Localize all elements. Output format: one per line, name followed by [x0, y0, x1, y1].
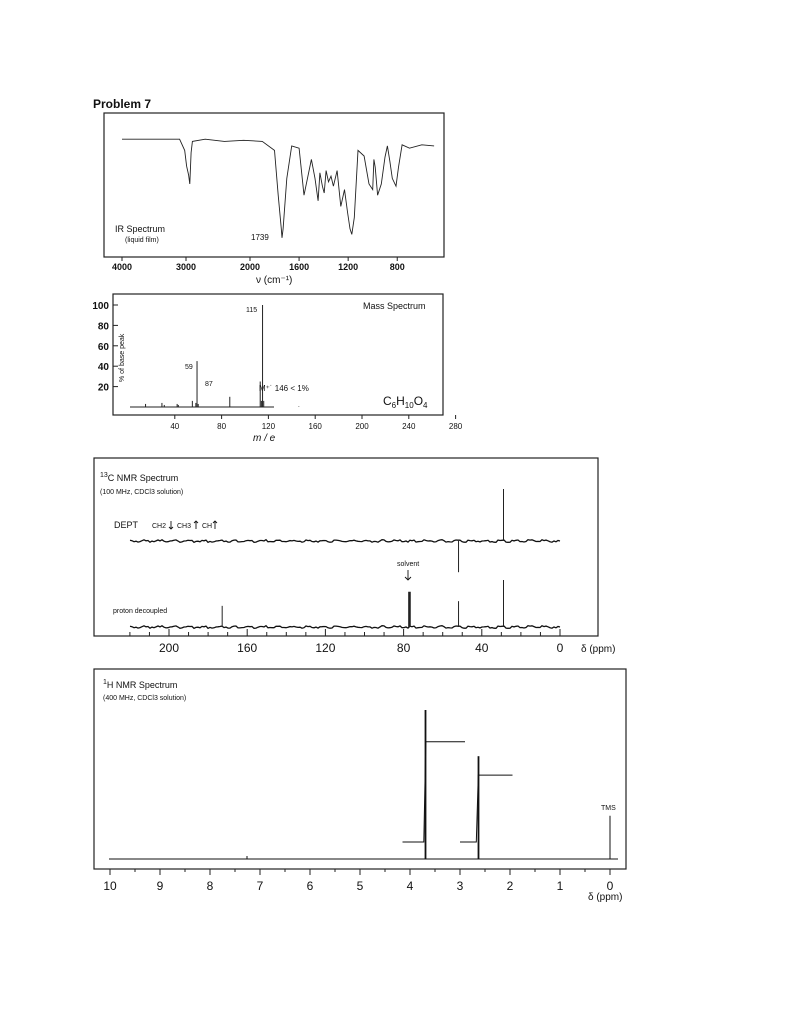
dept-up-arrow-icon [194, 521, 198, 529]
h1-x-tick-label: 8 [206, 879, 214, 893]
h1-x-ticks [103, 869, 613, 893]
dept-label: DEPT [114, 520, 139, 530]
c13-x-ticks [130, 629, 564, 655]
ir-x-tick-label: 1600 [289, 262, 310, 272]
h1-x-tick-label: 10 [103, 879, 117, 893]
solvent-label: solvent [397, 561, 420, 568]
ir-x-tick-label: 4000 [111, 262, 133, 272]
ms-x-tick-label: 200 [355, 422, 369, 431]
ir-x-tick-label: 800 [389, 262, 405, 272]
ms-x-tick-label: 160 [308, 422, 322, 431]
c13-x-label: δ (ppm) [581, 644, 616, 655]
decoupled-label: proton decoupled [113, 608, 168, 615]
dept-down-arrow-icon [169, 521, 173, 529]
ms-y-tick-label: 60 [97, 341, 109, 353]
ms-molecular-ion-label: M⁺˙ 146 < 1% [259, 384, 309, 393]
ms-peak-label-59: 59 [185, 364, 193, 371]
ir-x-tick-label: 2000 [239, 262, 261, 272]
ir-x-ticks [112, 257, 405, 272]
h1-integral-trace [460, 775, 513, 842]
tms-label: TMS [601, 805, 616, 812]
c13-subtitle: (100 MHz, CDCl3 solution) [100, 489, 184, 496]
h1-nmr-panel [94, 669, 626, 903]
ir-title: IR Spectrum [115, 224, 166, 234]
ir-spectrum-line [122, 139, 434, 238]
ms-y-tick-label: 100 [92, 301, 109, 312]
dept-ch3-label: CH3 [177, 523, 192, 530]
ir-x-label: ν (cm⁻¹) [256, 275, 293, 286]
h1-integral-trace [403, 742, 466, 842]
ms-title: Mass Spectrum [363, 301, 426, 311]
h1-x-tick-label: 0 [606, 879, 614, 893]
c13-frame [94, 458, 598, 636]
h1-peaks [247, 710, 610, 859]
h1-integrals [403, 742, 513, 842]
h1-title: $^1$H NMR Spectrum [103, 679, 178, 690]
ms-y-tick-label: 40 [97, 362, 109, 374]
c13-title: $^{13}$C NMR Spectrum [100, 472, 179, 483]
c13-x-tick-label: 160 [237, 641, 258, 655]
ms-y-tick-label: 80 [97, 321, 109, 333]
c13-x-tick-label: 80 [396, 641, 411, 655]
decoupled-baseline [130, 626, 560, 629]
h1-x-tick-label: 5 [356, 879, 364, 893]
decoupled-peaks [222, 580, 503, 627]
dept-ch2-label: CH2 [152, 523, 167, 530]
ir-x-tick-label: 1200 [338, 262, 359, 272]
ir-spectrum-panel [104, 113, 444, 286]
c13-x-tick-label: 200 [158, 641, 180, 655]
h1-x-tick-label: 6 [306, 879, 314, 893]
ms-y-tick-label: 20 [97, 382, 109, 394]
ms-x-ticks [170, 415, 462, 431]
ms-peak-label-115: 115 [246, 307, 258, 314]
h1-x-tick-label: 1 [556, 879, 564, 893]
ms-peak-label-87: 87 [205, 381, 213, 388]
dept-ch-label: CH [202, 523, 213, 530]
problem-title: Problem 7 [93, 97, 152, 111]
ir-subtitle: (liquid film) [125, 237, 159, 244]
h1-x-label: δ (ppm) [588, 892, 623, 903]
h1-x-tick-label: 4 [406, 879, 414, 893]
ms-x-tick-label: 80 [217, 422, 227, 431]
c13-x-tick-label: 0 [556, 641, 564, 655]
solvent-arrow-icon [405, 570, 411, 580]
h1-x-tick-label: 9 [156, 879, 164, 893]
ms-x-tick-label: 120 [261, 422, 276, 431]
ms-x-tick-label: 240 [402, 422, 416, 431]
c13-x-tick-label: 120 [315, 641, 336, 655]
ms-y-ticks [92, 300, 118, 415]
ms-molecular-formula: $C_6H_{10}O_4$ [383, 394, 428, 410]
h1-subtitle: (400 MHz, CDCl3 solution) [103, 695, 187, 702]
h1-x-tick-label: 7 [256, 879, 264, 893]
c13-x-tick-label: 40 [475, 641, 489, 655]
ms-y-label: % of base peak [119, 333, 126, 382]
h1-x-tick-label: 3 [456, 879, 464, 893]
ms-x-tick-label: 40 [170, 422, 180, 431]
dept-peaks [459, 489, 504, 572]
c13-nmr-panel [94, 458, 615, 655]
ir-frame [104, 113, 444, 257]
ms-x-tick-label: 280 [448, 422, 463, 431]
h1-x-tick-label: 2 [506, 879, 514, 893]
ir-peak-label-1739: 1739 [251, 233, 269, 242]
ms-x-label: m / e [253, 433, 276, 444]
mass-spectrum-panel [92, 294, 463, 444]
ms-frame [113, 294, 443, 415]
ir-x-tick-label: 3000 [175, 262, 197, 272]
dept-baseline [130, 540, 560, 543]
dept-up-arrow-icon [213, 521, 217, 529]
